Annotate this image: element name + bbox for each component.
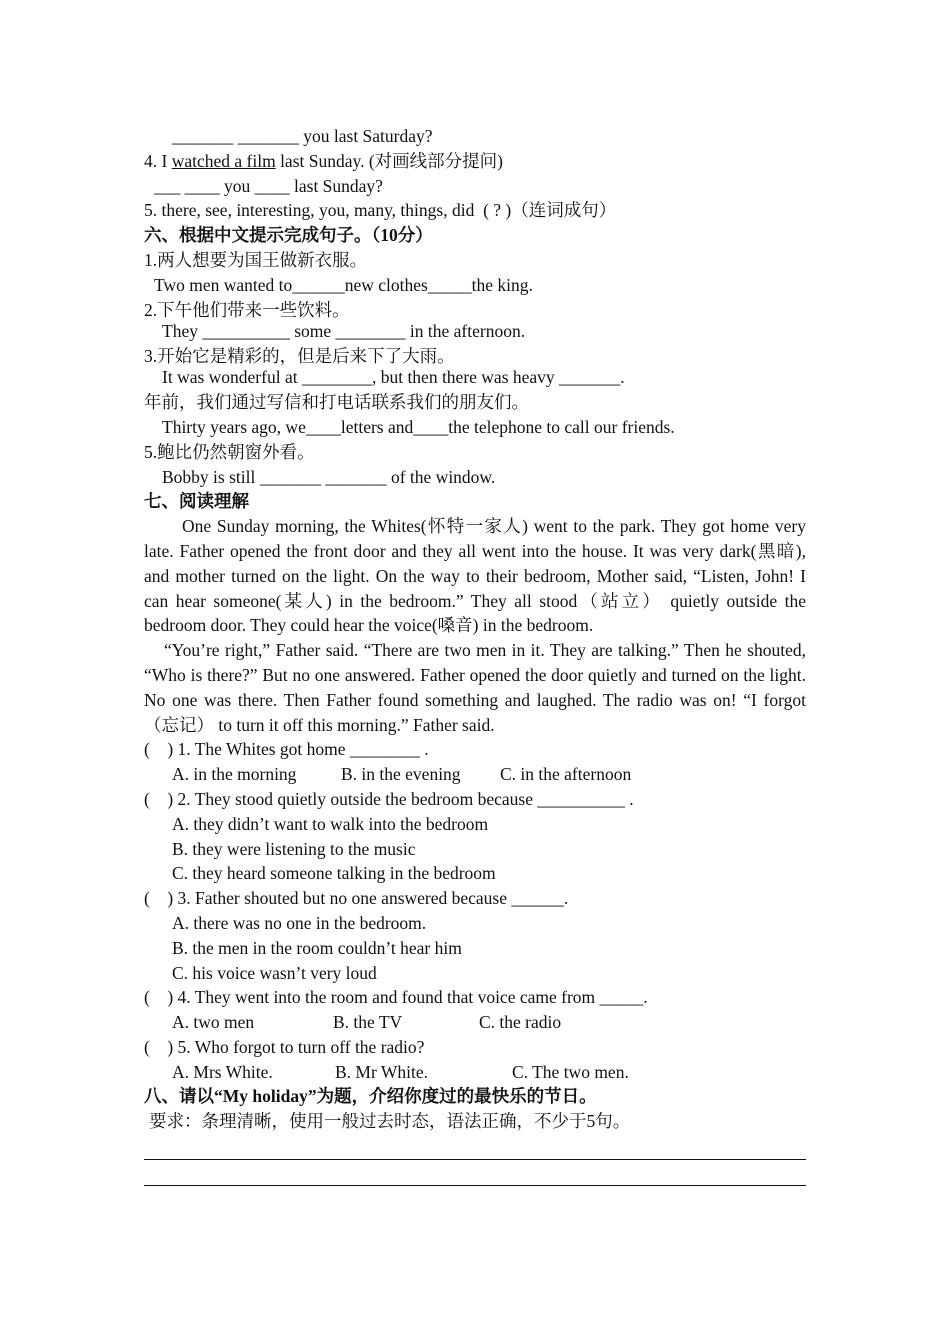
q4-suffix: last Sunday. (对画线部分提问) bbox=[275, 150, 504, 171]
section6-heading: 六、根据中文提示完成句子。（10分） bbox=[144, 225, 433, 246]
reading-passage-para2: “You’re right,” Father said. “There are two men in it. They are talking.” Then he shouted, “Who is there?” But no one answered. Father opened the door quietly and turned on the light. No one was there. Then Father found something and laughed. The radio was on! “I forgot（忘记） to turn it off this morning.” Father said. bbox=[144, 640, 806, 735]
question-1: ( ) 1. The Whites got home ________ . bbox=[144, 739, 429, 760]
question-4-options bbox=[144, 1010, 806, 1035]
question-3: ( ) 3. Father shouted but no one answered because ______. bbox=[144, 888, 569, 909]
s6-item5-en: Bobby is still _______ _______ of the window. bbox=[162, 466, 496, 487]
q3-option-b: B. the men in the room couldn’t hear him bbox=[172, 937, 462, 958]
q4-option-a: A. two men bbox=[172, 1012, 255, 1033]
q2-option-c: C. they heard someone talking in the bedroom bbox=[172, 863, 496, 884]
answer-line-1[interactable] bbox=[144, 1134, 806, 1160]
q1-option-b: B. in the evening bbox=[341, 764, 461, 785]
q4-option-c: C. the radio bbox=[479, 1012, 562, 1033]
question-5: ( ) 5. Who forgot to turn off the radio? bbox=[144, 1036, 425, 1057]
q3-blank-line: _______ _______ you last Saturday? bbox=[172, 126, 433, 146]
q4-underlined-phrase: watched a film bbox=[171, 150, 276, 171]
section8-heading: 八、请以“My holiday”为题，介绍你度过的最快乐的节日。 bbox=[144, 1086, 597, 1107]
q5-option-c: C. The two men. bbox=[512, 1061, 629, 1082]
section8-requirement: 要求：条理清晰，使用一般过去时态，语法正确，不少于5句。 bbox=[149, 1111, 631, 1132]
s6-item1-cn: 1.两人想要为国王做新衣服。 bbox=[144, 249, 368, 270]
worksheet-page bbox=[144, 124, 806, 1186]
question-4: ( ) 4. They went into the room and found that voice came from _____. bbox=[144, 987, 648, 1008]
q4-prefix: 4. I bbox=[144, 150, 172, 171]
s6-item3-cn: 3.开始它是精彩的，但是后来下了大雨。 bbox=[144, 345, 455, 366]
q5-line: 5. there, see, interesting, you, many, things, did ( ? )（连词成句） bbox=[144, 200, 617, 221]
section7-heading: 七、阅读理解 bbox=[144, 491, 249, 512]
q3-option-c: C. his voice wasn’t very loud bbox=[172, 962, 377, 983]
question-5-options bbox=[144, 1060, 806, 1085]
q4-line bbox=[144, 149, 806, 174]
question-1-options bbox=[144, 762, 806, 787]
q5-option-b: B. Mr White. bbox=[335, 1061, 429, 1082]
question-2: ( ) 2. They stood quietly outside the bedroom because __________ . bbox=[144, 788, 634, 809]
q2-option-a: A. they didn’t want to walk into the bedroom bbox=[172, 813, 489, 834]
q3-option-a: A. there was no one in the bedroom. bbox=[172, 912, 427, 933]
q1-option-c: C. in the afternoon bbox=[500, 764, 632, 785]
s6-item2-cn: 2.下午他们带来一些饮料。 bbox=[144, 299, 350, 320]
s6-item2-en: They __________ some ________ in the afternoon. bbox=[162, 321, 526, 342]
answer-line-2[interactable] bbox=[144, 1160, 806, 1186]
q4-option-b: B. the TV bbox=[333, 1012, 403, 1033]
s6-item1-en: Two men wanted to______new clothes_____the king. bbox=[154, 274, 533, 295]
q2-option-b: B. they were listening to the music bbox=[172, 838, 416, 859]
s6-item4-en: Thirty years ago, we____letters and____the telephone to call our friends. bbox=[162, 416, 675, 437]
q4-blank-line: ___ ____ you ____ last Sunday? bbox=[154, 175, 383, 196]
q5-option-a: A. Mrs White. bbox=[172, 1061, 273, 1082]
reading-passage-para1: One Sunday morning, the Whites(怀特一家人) went to the park. They got home very late. Father opened the front door and they all went into the house. It was very dark(黑暗), and mother turned on the light. On the way to their bedroom, Mother said, “Listen, John! I can hear someone(某人) in the bedroom.” They all stood（站立） quietly outside the bedroom door. They could hear the voice(嗓音) in the bedroom. bbox=[144, 516, 806, 636]
s6-item3-en: It was wonderful at ________, but then there was heavy _______. bbox=[162, 367, 625, 388]
s6-item5-cn: 5.鲍比仍然朝窗外看。 bbox=[144, 441, 315, 462]
s6-item4-cn: 年前，我们通过写信和打电话联系我们的朋友们。 bbox=[144, 392, 529, 413]
q1-option-a: A. in the morning bbox=[172, 764, 297, 785]
